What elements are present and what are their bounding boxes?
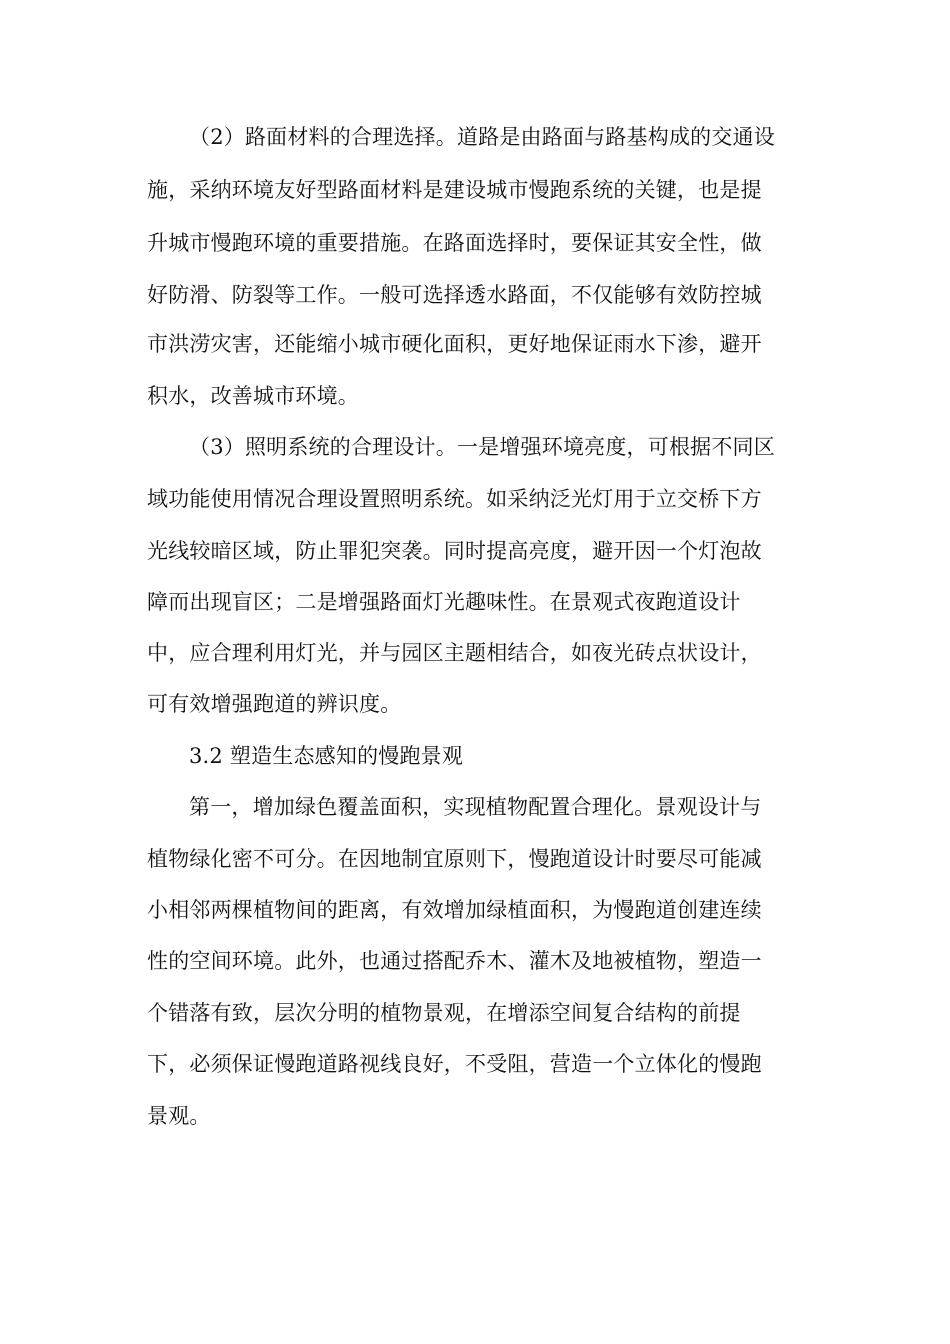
- paragraph-4-line-6: 下，必须保证慢跑道路视线良好，不受阻，营造一个立体化的慢跑: [147, 1052, 762, 1076]
- paragraph-4-line-5: 个错落有致，层次分明的植物景观，在增添空间复合结构的前提: [147, 1001, 741, 1025]
- paragraph-3-line-6: 可有效增强跑道的辨识度。: [147, 692, 402, 716]
- paragraph-2-line-6: 积水，改善城市环境。: [147, 384, 359, 408]
- paragraph-2-line-5: 市洪涝灾害，还能缩小城市硬化面积，更好地保证雨水下渗，避开: [147, 332, 762, 356]
- paragraph-4-line-7: 景观。: [147, 1104, 211, 1128]
- paragraph-2-line-4: 好防滑、防裂等工作。一般可选择透水路面，不仅能够有效防控城: [147, 283, 762, 307]
- paragraph-4-line-4: 性的空间环境。此外，也通过搭配乔木、灌木及地被植物，塑造一: [147, 949, 762, 973]
- paragraph-2-line-2: 施，采纳环境友好型路面材料是建设城市慢跑系统的关键，也是提: [147, 178, 762, 202]
- paragraph-4-line-3: 小相邻两棵植物间的距离，有效增加绿植面积，为慢跑道创建连续: [147, 898, 762, 922]
- paragraph-3-line-5: 中，应合理利用灯光，并与园区主题相结合，如夜光砖点状设计，: [147, 641, 762, 665]
- paragraph-3-line-3: 光线较暗区域，防止罪犯突袭。同时提高亮度，避开因一个灯泡故: [147, 539, 762, 563]
- section-heading: 3.2 塑造生态感知的慢跑景观: [189, 744, 464, 768]
- paragraph-2-line-3: 升城市慢跑环境的重要措施。在路面选择时，要保证其安全性，做: [147, 231, 762, 255]
- paragraph-4-line-1: 第一，增加绿色覆盖面积，实现植物配置合理化。景观设计与: [189, 795, 762, 819]
- paragraph-4-line-2: 植物绿化密不可分。在因地制宜原则下，慢跑道设计时要尽可能减: [147, 847, 762, 871]
- paragraph-2-line-1: （2）路面材料的合理选择。道路是由路面与路基构成的交通设: [189, 125, 775, 149]
- paragraph-3-line-1: （3）照明系统的合理设计。一是增强环境亮度，可根据不同区: [189, 435, 775, 459]
- paragraph-3-line-2: 域功能使用情况合理设置照明系统。如采纳泛光灯用于立交桥下方: [147, 487, 762, 511]
- paragraph-3-line-4: 障而出现盲区；二是增强路面灯光趣味性。在景观式夜跑道设计: [147, 590, 741, 614]
